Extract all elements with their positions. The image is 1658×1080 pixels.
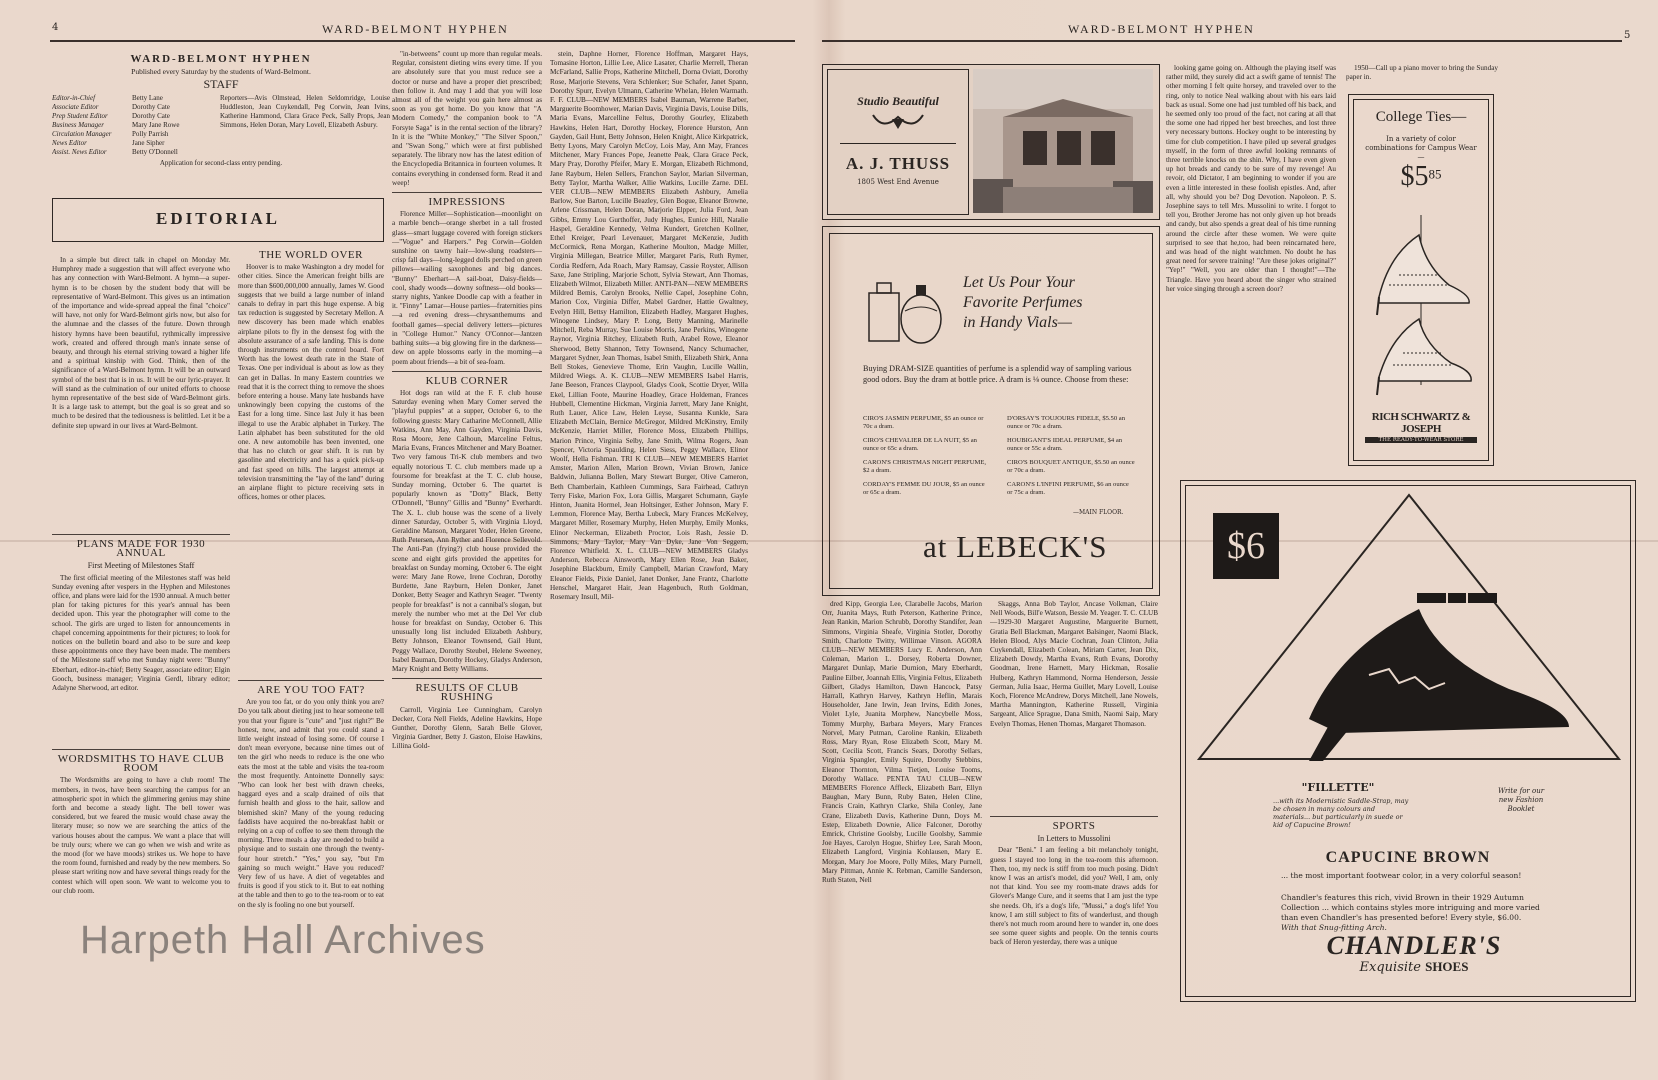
staff-row (52, 121, 212, 130)
column-three-intro: "in-betweens" count up more than regular meals. Regular, consistent dieting wins every time. If you are absolutely sure that you must reduce see a doctor or nurse and have a proper diet prescribed; then follow it. And may I add that you will lose almost all of the weight you gain here almost as soon as you get home. Do you know that "A Modern Comedy," the companion book to "A Forsyte Saga" is in the rental section of the library? In it is the "White Monkey," "The Silver Spoon," and "Swan Song," which were at first published separately. The library now has the latest edition of the Encyclopedia Britannica in fourteen volumes. It contains everything in condensed form. Read it and weep! (392, 50, 542, 187)
lebeck-body: Buying DRAM-SIZE quantities of perfume is a splendid way of sampling various good odors. Buy the dram at bottle price. A dram is ⅛ ounce. Choose from these: (863, 364, 1132, 384)
section-rule (392, 371, 542, 372)
capucine-italic: With that Snug-fitting Arch. (1281, 923, 1387, 932)
chandler-brand-sub (1299, 959, 1529, 975)
chandler-price-badge (1213, 513, 1279, 579)
page-number-right: 5 (1624, 30, 1631, 41)
right-page (818, 0, 1658, 1080)
plans-subheading: First Meeting of Milestones Staff (87, 561, 195, 571)
staff-row (52, 148, 212, 157)
lebeck-ad (822, 226, 1160, 596)
staff-role: Associate Editor (52, 102, 99, 111)
capucine-body-text: Chandler's features this rich, vivid Brown in their 1929 Autumn Collection ... which contains styles more intriguing and more varied than even Chandler's has presented before! Every style, $6.00. (1281, 893, 1540, 922)
world-over-article (238, 246, 384, 666)
tc-club-text: Skaggs, Anna Bob Taylor, Ancase Volkman, Claire Nell Woods, Bill'e Watson, Bessie M. Yeager. T. C. CLUB—1929-30 Margaret Augustine, Marguerite Burnett, Gratia Bell Blackman, Margaret Balsinger, Naomi Black, Helen Blood, Alys Macie Cochran, Joan Clinton, Julia Cuykendall, Elizabeth Colean, Miriam Carter, Jean Dix, Elizabeth Dowdy, Martha Evans, Ruth Evans, Dorothy Goodman, Irene Harnett, Mary Hickman, Rosalie Hulberg, Kathryn Hammond, Norma Henderson, Jessie German, Julia Isaac, Herma Guillet, Mary Lovell, Louise Koch, Florence McAndrew, Dorys Mitchell, Jane Nowels, Martha Mannington, Katherine Russell, Virginia Sargeant, Alice Sprague, Dana Smith, Naomi Saip, Mary Evelyn Thomas, Henen Thomas, Margaret Thomason. (990, 600, 1158, 728)
klub-corner-heading: KLUB CORNER (425, 374, 509, 387)
staff-heading: STAFF (203, 77, 239, 92)
chandler-ad (1180, 480, 1636, 1002)
section-rule (392, 192, 542, 193)
section-rule (52, 749, 230, 750)
section-rule (238, 680, 384, 681)
capucine-headline: CAPUCINE BROWN (1325, 849, 1491, 866)
perfume-price-item: CARON'S L'INFINI PERFUME, $6 an ounce or 75c a dram. (1007, 481, 1129, 496)
thuss-script: Studio Beautiful (857, 94, 939, 108)
sports-article (990, 812, 1158, 998)
world-over-heading: THE WORLD OVER (259, 249, 363, 261)
capucine-body (1281, 893, 1541, 933)
thuss-logo-panel (827, 69, 969, 215)
staff-name: Mary Jane Rowe (132, 120, 180, 129)
staff-name: Betty O'Donnell (132, 147, 178, 156)
chandler-price: $6 (1227, 525, 1265, 567)
reporters: Reporters—Avis Olmstead, Helen Seldomridge, Louise Huddleston, Jean Cuykendall, Peg Corwin, Jean Ivins, Katherine Hammond, Clara Grace Peck, Sally Props, Jean Simmons, Helen Doran, Mary Lovell, Elizabeth Asbury. (220, 93, 390, 129)
column-three (392, 50, 542, 995)
staff-role: Business Manager (52, 120, 104, 129)
lebeck-headline-line: Let Us Pour Your (963, 274, 1075, 291)
lebeck-headline-line: in Handy Vials— (963, 314, 1073, 331)
staff-list (52, 94, 212, 157)
right-column-one-bottom (822, 600, 982, 998)
staff-row (52, 139, 212, 148)
fillette-desc: ...with its Modernistic Saddle-Strap, may be chosen in many colours and materials... but particularly in suede or kid of Capucine Brown! (1273, 797, 1409, 829)
fashion-booklet-note: Write for our new Fashion Booklet (1497, 787, 1545, 813)
staff-role: Assist. News Editor (52, 147, 107, 156)
price-dollars: $5 (1400, 161, 1429, 192)
perfume-bottles-icon (861, 263, 949, 353)
header-rule-left (50, 40, 795, 42)
lebeck-store-name: at LEBECK'S (923, 529, 1108, 564)
college-ties-headline: College Ties— (1375, 109, 1467, 125)
fillette-name: "FILLETTE" (1301, 781, 1375, 794)
running-header-right: WARD-BELMONT HYPHEN (1068, 22, 1255, 36)
plans-text: The first official meeting of the Milestones staff was held Sunday evening after vespers in the Hyphen and Milestones office, and plans were laid for the 1930 annual. A much better plan for taking pictures for this year's annual has been decided upon. This year the photographer will come to the school. The girls are urged to listen for announcements in chapel concerning appointments for their pictures; to look for notices on the bulletin board and also to be sure and keep these appointments once they have been made. The members of the Milestone staff who met Sunday night were: "Bunny" Eberhart, editor-in-chief; Betty Seager, associate editor; Elgin Gooch, business manager; Virginia Gerdl, library editor; Adalyne Sherwood, art editor. (52, 573, 230, 693)
editorial-text: In a simple but direct talk in chapel on Monday Mr. Humphrey made a suggestion that will affect everyone who has any connection with Ward-Belmont. A hymn—a super-hymn is to be chosen by the student body that will be representative of Ward-Belmont. This gives us an intimation of the importance and wide-spread appeal the final "choice" will have, not only for Ward-Belmont girls now, but also for the alumnae and the classes of the future. Down through history hymns have been beautiful, rythmically impressive work, created and offered through man's innate sense of beauty, and through his eternal striving toward a higher life and a spiritual kinship with God. Think, then of the significance of a Ward-Belmont hymn. It will be an outward symbol of the best that is in us. It will be our lyric-prayer. It will stand as the culmination of our united efforts to choose hymn representative of the best side of Ward-Belmont girls. It is a large task to attempt, but the goal is so great and so much to be desired that the tediousness is belittled. Let it be a definite step upward in our lives at Ward-Belmont. (52, 256, 230, 430)
too-fat-text: Are you too fat, or do you only think you are? Do you talk about dieting just to hear someone tell you that your figure is "cute" and "just right?" Be honest, now, and admit that you could stand a little weight instead of losing some. Of course I don't mean everyone, because nine times out of ten the girl who needs to reduce is the one who eats the most at the table and visits the tea-room the most frequently. Antoinette Donnelly says: "Who can look her best with drawn cheeks, haggard eyes and a scalp drained of oils that furnish health and gloss to the hair, sallow and blemished skin? Many of the young reducing faddists have acquired the no-breakfast habit or relying on a cup of coffee to see them through the morning. Three meals a day are needed to build a physique and to sustain one through the twenty-four hour stretch." "Yes," you say, "but I'm gaining so much weight." Have you reduced? Very few of us have. A diet of vegetables and fruits is good if you stick to it. But to eat nothing at the table and then to go to the tea-room or to eat on the sly is fooling no one but yourself. (238, 698, 384, 909)
lebeck-headline-line: Favorite Perfumes (963, 294, 1083, 311)
perfume-price-item: D'ORSAY'S TOUJOURS FIDELE, $5.50 an ounce or 70c a dram. (1007, 415, 1126, 430)
staff-name: Polly Parrish (132, 129, 169, 138)
plans-heading: PLANS MADE FOR 1930 ANNUAL (76, 538, 206, 560)
staff-name: Jane Sipher (132, 138, 165, 147)
wordsmiths-heading: WORDSMITHS TO HAVE CLUB ROOM (57, 753, 225, 775)
section-rule (990, 816, 1158, 817)
klub-corner-text: Hot dogs ran wild at the F. F. club house Saturday evening when Mary Comer served the "playful puppies" at a supper, October 6, to the following guests: Mary Catharine McConnell, Allie Watkins, Ann May, Ann Gayden, Virginia Davis, Rosa Moore, Jene Calhoun, Marceline Feltus, Maria Evans, Frances Mitchener and Mary Boatner. Two very famous Tri-K club members and two equally notorious T. C. club members made up a foursome for breakfast at the T. C. club house, Sunday morning, October 6. The quartet is popularly known as "Dotty" Black, Betty O'Donnell, "Bunny" Gillis and "Bunny" Everhardt. The X. L. club house was the scene of a lively dinner Saturday, October 5, with Virginia Lloyd, Geraldine Manson, Margaret Yoder, Helen Greene, Ruth Petersen, Ann Ryther and Florence Sellevold. The Anti-Pan (frying?) club house provided the scene and eight girls provided the appetites for breakfast on Sunday morning, October 6. The eight were: Mary Jane Rowe, Irene Cochran, Dorothy Burdette, Jane Rayburn, Helen Donker, Janet Donker, Betty Seager and Kathryn Seager. "Twenty people for breakfast" is not a cannibal's slogan, but merely the number who met at the Del Ver club house for breakfast on Sunday, October 6. This unusually long list included Elizabeth Ashbury, Betty Johnson, Eleanor Townsend, Gail Hunt, Peggy Wallace, Dorothy Steubel, Helene Sweeney, Isabel Bauman, Dorothy Hockey, Gladys Anderson, Mary Knight and Betty Williams. (392, 388, 542, 673)
masthead-tagline: Published every Saturday by the students of Ward-Belmont. (131, 67, 311, 77)
column-four (550, 50, 748, 995)
editorial-body (52, 256, 230, 528)
sports-subheading: In Letters to Mussolini (1037, 834, 1111, 844)
staff-row (52, 130, 212, 139)
rushing-text: Carroll, Virginia Lee Cunningham, Carolyn Decker, Cora Nell Fields, Adeline Hawkins, Hope Gunther, Dorothy Glenn, Sarah Belle Glover, Virginia Gardner, Betty J. Gaston, Eloise Hawkins, Lillina Gold- (392, 705, 542, 751)
price-cents: 85 (1428, 166, 1442, 182)
lebeck-headline (963, 273, 1143, 333)
staff-role: News Editor (52, 138, 87, 147)
sports-continuation-text: looking game going on. Although the playing itself was rather mild, they surely did act a swift game of tennis! The other morning I felt quite horsey, and traveled over to the ring, only to notice Neal walking about with his ears laid back as usual. Some one had just tumbled off his back, and he seemed only too proud of the fact, not caring at all that the some one had ripped her best breeches, and lost three very necessary buttons. Hockey ought to be interesting by time for club competition. I have piled up several grudges myself, in the form of three awful looking remnants of three terrible knocks on the shin. Why, I have even given up hot breads and candy to be sure of my revenge! Au revoir, old Dictator, I am beginning to wonder if you are even a little interested in these foolish epistles. And, after all, why should you be? Dog Devotion. Napoleon. P. S. Josephine says to tell Mrs. Mussolini to write. I forgot to tell you, Brother Jerome has not only given up hot breads and candy, but also spends a great deal of his time running around the circle after these women. We were quite surprised to see that he,too, had been reincarnated here, and was head of the night watchmen. No doubt he has great need for severe training! "Are these jokes original?" "Yep!" "Well, you are older than I thought!"—The Triangle. Have you heard about the singer who strained her voice singing through a screen door? (1166, 64, 1336, 293)
impressions-heading: IMPRESSIONS (428, 196, 506, 209)
section-rule (392, 678, 542, 679)
running-header-left: WARD-BELMONT HYPHEN (322, 22, 509, 36)
college-ties-sub: In a variety of color combinations for Campus Wear— (1365, 135, 1477, 161)
chandler-brand: CHANDLER'S (1326, 931, 1502, 960)
thuss-ornament-icon (828, 109, 968, 135)
impressions-text: Florence Miller—Sophistication—moonlight on a marble bench—orange sherbet in a tall frosted glass—smart luggage covered with foreign stickers—"Vogue" and Harpers." Peg Corwin—Golden sunshine on tawny hair—low-slung roadsters—crisp fall days—long-legged dolls perched on green pillows—wailing saxophones and big dances. "Bunny" Eberhart—A sail-boat, Daisy-fields—cool, shady woods—downy softness—old books—starry nights, Yankee Doodle cap with a feather in it. "Finny" Lamar—House parties—fraternities pins—a red evening dress—chrysanthemums and football games—special delivery letters—pictures in "College Humor." Nancy O'Connor—Jantzen bathing suits—a big glowing fire in the darkness—dew on apple blossoms early in the morning—a poem about friends—a bit of sea-foam. (392, 210, 542, 366)
rsj-logo (1355, 411, 1487, 445)
staff-row (52, 94, 212, 103)
college-ties-ad (1348, 94, 1494, 466)
perfume-price-item: CIRO'S BOUQUET ANTIQUE, $5.50 an ounce or 70c a dram. (1007, 459, 1135, 474)
rushing-heading: RESULTS OF CLUB RUSHING (415, 682, 519, 704)
wordsmiths-text: The Wordsmiths are going to have a club room! The members, in twos, have been searching the campus for an atmospheric spot in which the glimmering genius may shine forth and become a steady light. The bell tower was considered, but we feared the music would chase away the literary muse; so now we are searching the attics of the various houses about the campus. We want a place that will be truly ours; where we can go when we wish and write as the mood (for we have moods) strikes us. We hope to have the room found, furnished and ready by the new members. So please start writing now and have several things ready for the contest which will open soon. We want to welcome you to our club room. (52, 776, 230, 895)
club-members-list: dred Kipp, Georgia Lee, Clarabelle Jacobs, Marion Orr, Juanita Mays, Ruth Peterson, Katherine Prince, Jean Rankin, Marion Schrubb, Dorothy Standifer, Jean Simmons, Virginia Sheafe, Virginia Stotler, Dorothy Smith, Charlotte Twitty, Willimae Vinson. AGORA CLUB—NEW MEMBERS Lucy E. Anderson, Ann Coleman, Marion L. Dorsey, Roberta Downer, Margaret Dunlap, Marie Durnion, Mary Eberhardt, Pauline Eilber, Joannah Ellis, Virginia Feltus, Elizabeth Gilbert, Gladys Hamilton, Dawn Hancock, Patsy Harrall, Kathryn Harvey, Kathryn Heflin, Marais Householder, Jane Irwin, Jean Irvins, Edith Jones, Violet Lyle, Juanita Morphew, Nancybelle Moss, Tommy Murphy, Barbara Meyers, Mary Frances Norvel, Mary Putman, Caroline Rankin, Elizabeth Ross, Mary Ryan, Rose Elizabeth Scott, Mary M. Scott, Cecilia Scott, Francis Sears, Dorothy Sellars, Virginia Spangler, Emily Squire, Dorothy Stebbins, Eleanor Thornton, Vilma Tietjen, Louise Tooms, Dorothy Wallace. PENTA TAU CLUB—NEW MEMBERS Florence Affleck, Elizabeth Barr, Ellyn Baughan, Mary Bunn, Ruby Baten, Helen Cline, Francis Crain, Kathryn Clarke, Shila Conley, Jane Crane, Elizabeth Davis, Katherine Dunn, Doys M. Estep, Elizabeth Downie, Alice Falconer, Dorothy Emrick, Christine Goolsby, Lucille Goolsby, Sammie Joe Hayes, Carolyn Hogue, Shirley Lee, Sarah Moon, Elizabeth Langford, Virginia Kohlausen, Mary E. Morgan, Mary Joe Moore, Polly Miles, Mary Purnell, Mary Pittman, Annie K. Rebman, Camille Sanderson, Ruth Staten, Nell (822, 600, 982, 885)
lebeck-floor: —MAIN FLOOR. (1073, 509, 1124, 516)
thuss-rule (840, 143, 956, 144)
staff-role: Circulation Manager (52, 129, 112, 138)
staff-name: Betty Lane (132, 93, 163, 102)
tie-shoes-illustration-icon (1359, 205, 1483, 405)
editorial-heading: EDITORIAL (156, 209, 280, 228)
too-fat-heading: ARE YOU TOO FAT? (257, 684, 365, 696)
entry-note: Application for second-class entry pending. (159, 158, 283, 167)
page-number-left: 4 (52, 22, 59, 33)
perfume-price-item: CORDAY'S FEMME DU JOUR, $5 an ounce or 65c a dram. (863, 481, 985, 496)
staff-block (52, 94, 390, 157)
archive-watermark: Harpeth Hall Archives (80, 918, 486, 962)
world-over-text: Hoover is to make Washington a dry model for other cities. Since the American freight bills are more than $600,000,000 annually, James W. Good suggests that we build a large number of inland canals to defray in part this huge expense. A big tax reduction is suggested by Secretary Mellon. A new discovery has been made which enables airplane pilots to fly in the densest fog with the absolute assurance of a safe landing. This is done through instruments on the control board. Fort Worth has the lowest death rate in the State of Texas. One per individual is about as low as they can get in Dallas. In many Eastern countries we read that it is the correct thing to remove the shoes before entering a house. Many late husbands have unknowingly been copying the customs of the East for a long time. Since last July it has been illegal to use the Arabic alphabet in Turkey. The Latin alphabet has been substituted for the old one. A new automobile has been invented, one that has no clutch or gear shift. It is run by gasoline and electricity and has a quick pick-up and fast speed on hills. The largest attempt at television transmitting the "lay of the land" during an airplane flight to picture receiving sets in offices, homes or other places. (238, 263, 384, 502)
staff-row (52, 103, 212, 112)
perfume-price-item: CIRO'S JASMIN PERFUME, $5 an ounce or 70c a dram. (863, 415, 984, 430)
header-rule-right (822, 40, 1622, 42)
rsj-store-name: RICH SCHWARTZ & JOSEPH (1371, 411, 1471, 435)
masthead-name: WARD-BELMONT HYPHEN (130, 53, 312, 65)
perfume-price-list (863, 415, 1135, 497)
perfume-price-item: CIRO'S CHEVALIER DE LA NUIT, $5 an ounce or 65c a dram. (863, 437, 977, 452)
studio-building-photo (973, 69, 1153, 213)
chandler-exquisite: Exquisite (1359, 960, 1421, 975)
tc-club-list (990, 600, 1158, 814)
thuss-ad (822, 64, 1160, 220)
staff-row (52, 112, 212, 121)
piano-joke (1346, 64, 1498, 88)
sports-text: Dear "Beni." I am feeling a bit melancholy tonight, guess I stayed too long in the tea-room this afternoon. Then, too, my neck is stiff from too much posing. Didn't know I was an artist's model, did you? Well, I am, only not that kind. You see my room-mate draws adds for Glover's Mange Cure, and it seems that I am just the type she needs. Oh, it's a dog's life, "Mussi," a dog's life! You know, I am still subject to fits of wanderlust, and though there's not much room around here to wander in, one does see some queer sights and people. On the tennis courts back of Heron yesterday, there was a unique (990, 846, 1158, 947)
staff-name: Dorothy Cate (132, 102, 170, 111)
staff-role: Prep Student Editor (52, 111, 108, 120)
editorial-box (52, 198, 384, 242)
chandler-logo (1299, 931, 1529, 975)
rsj-store-sub: THE READY-TO-WEAR STORE (1365, 437, 1477, 443)
thuss-address: 1805 West End Avenue (857, 178, 939, 186)
section-rule (52, 534, 230, 535)
left-page (0, 0, 800, 1080)
capucine-tagline: ... the most important footwear color, in a very colorful season! (1281, 871, 1522, 880)
sports-continuation (1166, 64, 1336, 472)
plans-article (52, 530, 230, 740)
staff-name: Dorothy Cate (132, 111, 170, 120)
new-members-list: stein, Daphne Horner, Florence Hoffman, Margaret Hays, Tomasine Horton, Lillie Lee, Alice Lasater, Charlie Merrell, Theran McFarland, Sallie Props, Katherine Mitchell, Dorna Oviatt, Dorothy Rose, Marjorie Stevens, Vera Schlenker; Sue Schafer, Janet Spann, Dorothy Spurr, Evelyn Ulmann, Catherine Whelan, Helen Warmath. F. F. CLUB—NEW MEMBERS Isabel Bauman, Warrene Barber, Marguerite Boomhower, Marian Davis, Virginia Davis, Louise Dills, Maria Evans, Marcelline Feltus, Dorothy Gourley, Elizabeth Hawkins, Helen Hart, Dorothy Hockey, Florence Hurston, Ann Gayden, Gail Hunt, Betty Johnson, Helen Knight, Alice Kirkpatrick, Betty Lyons, Mary Carolyn McCoy, Lois May, Ann May, Frances Mitchener, Mary Frances Pope, Jeanette Peak, Clara Grace Peck, Mary Pray, Dorothy Pfeifer, Mary E. Morgan, Elizabeth Richmond, Jane Rayburn, Helen Sellers, Franchon Saylor, Marian Silverman, Betty Taylor, Martha Walker, Allie Watkins, Lucille Zarne. DEL VER CLUB—NEW MEMBERS Elizabeth Ashbury, Amelia Barlow, Sue Barton, Lucille Beazley, Glen Bogue, Eleanor Browne, Arlene Crissman, Helen Doran, Marjorie Elpper, Julia Ford, Jean Gibbs, Emmy Lou Gurthoffer, Judy Hughes, Eunice Hill, Natalie Haspel, Geraldine Kennedy, Velma Kundert, Gretchen Kollner, Ethel Kreiger, Pearl Levenauer, Margaret McKenzie, Judith McCormick, Rena Morgan, Katherine Moulton, Madge Miller, Virginia Millegan, Beatrice Miller, Margaret Paris, Ruth Rymer, Cordia Redfern, Ada Roach, Mary Ramsay, Cassie Royster, Allison Saxe, Jane Stripling, Marjorie Schott, Sylvia Stewart, Ann Thomas, Elizabeth Wilmot, Elizabeth Miller. ANTI-PAN—NEW MEMBERS Mildred Bemis, Carolyn Brooks, Nellie Capel, Josephine Cohn, Marion Cox, Virginia Differ, Mabel Gardner, Hattie Gwaltney, Evelyn Hill, Bettsy Hamilton, Elizabeth Hadley, Margaret Hughes, Winogene Lindsey, Mary P. Long, Betty Manning, Marinelle Mitchell, Reba Murray, Sue Louise Morris, Jane Perkins, Winogene Raynor, Virginia Ritchey, Elizabeth Ruth, Arabel Rowe, Eleanor Sherwood, Betty Shannon, Tetty Townsend, Nancy Schumacher, Margaret Sydner, Jean Thomas, Isabel Smith, Elizabeth Shirk, Anna Bell Stokes, Genevieve Thome, Erin Vaughn, Lucille Wallin, Mildred Wiegs. A. K. CLUB—NEW MEMBERS Isabel Harris, Jane Beeson, Frances Claypool, Gladys Cook, Scottie Dryer, Willa Ekel, Lillian Foote, Maurine Hoadley, Grace Holdeman, Frances Hubbell, Clementine Hickman, Virginia Jarrett, Mary Jane Knight, Ruth Lauer, Alice Law, Helen Leyse, Susanna Kunkle, Sara Elizabeth McClain, Bernice McGregor, Mildred McKinstry, Emily McKenzie, Harriet Miller, Florence Moss, Elizabeth Phillips, Marion Prince, Virginia Selby, Jane Smith, Wilma Rogers, Jean Spencer, Victoria Spaulding, Helen Siess, Peggy Wallace, Elinor Woolf, Hella Fishman. TRI K CLUB—NEW MEMBERS Harriet Amster, Marion Allen, Marion Brown, Vivian Brown, Janice Baldwin, Julianna Bollen, Mary Stewart Burger, Olive Cameron, Beth Chamberlain, Kathleen Cummings, Sara Fairhead, Cathryn Terry Fiske, Marion Fox, Lora Gillis, Margaret Schumann, Gayle Hinton, Juanita Hormel, Jean Holtsinger, Esther Johnson, Mary F. Lemmon, Florence May, Bertha Lubeck, Mary Frances McKelvey, Margaret Miller, Rosemary Murphy, Helen Murphy, Emily Monks, Elinor Neckerman, Elizabeth Proctor, Lois Rash, Jessie D. Simmons, Mary Taylor, Mary Van Dyke, Jane Von Seggern, Florence Whitfield. X. L. CLUB—NEW MEMBERS Gladys Anderson, Rebecca Ainsworth, Mary Ellen Rose, Jean Baker, Josephine Blackburn, Emily Campbell, Marian Crawford, Mary Eleanor Fields, Pixie Daniel, Janet Donker, Jane Frantz, Charlotte Henschel, Margaret Hair, Jean Hagenbuch, Ruth Goldman, Rosemary Insull, Mil- (550, 50, 748, 601)
college-ties-price (1349, 161, 1493, 193)
perfume-price-item: HOUBIGANT'S IDEAL PERFUME, $4 an ounce or 55c a dram. (1007, 437, 1123, 452)
sports-heading: SPORTS (1052, 820, 1096, 832)
staff-role: Editor-in-Chief (52, 93, 96, 102)
chandler-shoes: SHOES (1425, 959, 1469, 974)
perfume-price-item: CARON'S CHRISTMAS NIGHT PERFUME, $2 a dram. (863, 459, 987, 474)
thuss-name: A. J. THUSS (845, 154, 951, 173)
piano-joke-text: 1950—Call up a piano mover to bring the Sunday paper in. (1346, 64, 1498, 82)
